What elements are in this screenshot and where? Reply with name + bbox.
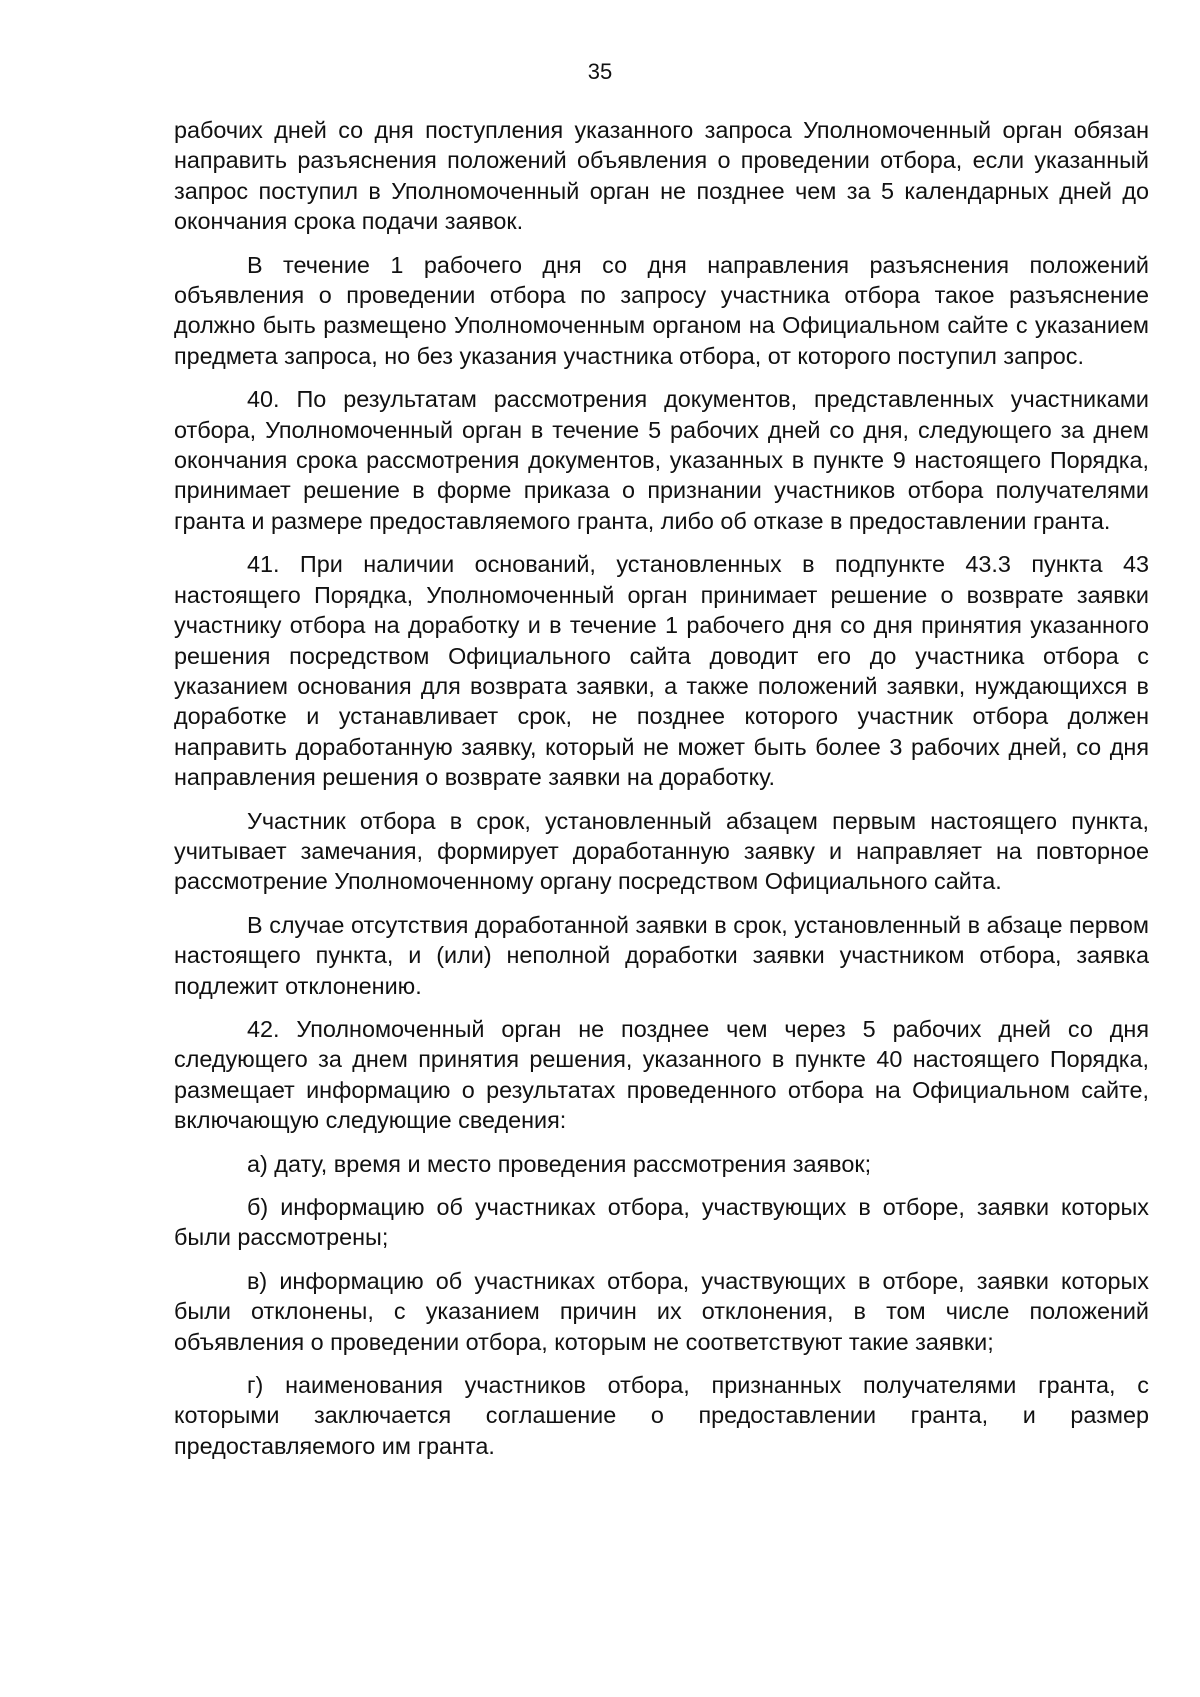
document-body — [174, 115, 1149, 1474]
paragraph-clarification-publication: В течение 1 рабочего дня со дня направления разъяснения положений объявления о проведении отбора по запросу участника отбора такое разъяснение должно быть размещено Уполномоченным органом на Официальном сайте с указанием предмета запроса, но без указания участника отбора, от которого поступил запрос. — [174, 251, 1149, 369]
paragraph-item-40: 40. По результатам рассмотрения документов, представленных участниками отбора, Уполномоченный орган в течение 5 рабочих дней со дня, следующего за днем окончания срока рассмотрения документов, указанных в пункте 9 настоящего Порядка, принимает решение в форме приказа о признании участников отбора получателями гранта и размере предоставляемого гранта, либо об отказе в предоставлении гранта. — [174, 386, 1149, 534]
list-item-b: б) информацию об участниках отбора, участвующих в отборе, заявки которых были рассмотрены; — [174, 1194, 1149, 1251]
list-item-v: в) информацию об участниках отбора, участвующих в отборе, заявки которых были отклонены, с указанием причин их отклонения, в том числе положений объявления о проведении отбора, которым не соответствуют такие заявки; — [174, 1267, 1149, 1355]
paragraph-continuation: рабочих дней со дня поступления указанного запроса Уполномоченный орган обязан направить разъяснения положений объявления о проведении отбора, если указанный запрос поступил в Уполномоченный орган не позднее чем за 5 календарных дней до окончания срока подачи заявок. — [174, 117, 1149, 235]
paragraph-item-41-resubmission: Участник отбора в срок, установленный абзацем первым настоящего пункта, учитывает замечания, формирует доработанную заявку и направляет на повторное рассмотрение Уполномоченному органу посредством Официального сайта. — [174, 807, 1149, 895]
list-item-a: а) дату, время и место проведения рассмотрения заявок; — [247, 1150, 872, 1177]
page-number: 35 — [587, 59, 613, 84]
paragraph-item-41-rejection: В случае отсутствия доработанной заявки в срок, установленный в абзаце первом настоящего пункта, и (или) неполной доработки заявки участником отбора, заявка подлежит отклонению. — [174, 911, 1149, 999]
paragraph-item-42: 42. Уполномоченный орган не позднее чем через 5 рабочих дней со дня следующего за днем принятия решения, указанного в пункте 40 настоящего Порядка, размещает информацию о результатах проведенного отбора на Официальном сайте, включающую следующие сведения: — [174, 1015, 1149, 1134]
paragraph-item-41: 41. При наличии оснований, установленных в подпункте 43.3 пункта 43 настоящего Порядка, Уполномоченный орган принимает решение о возврате заявки участнику отбора на доработку и в течение 1 рабочего дня со дня принятия указанного решения посредством Официального сайта доводит его до участника отбора с указанием основания для возврата заявки, а также положений заявки, нуждающихся в доработке и устанавливает срок, не позднее которого участник отбора должен направить доработанную заявку, который не может быть более 3 рабочих дней, со дня направления решения о возврате заявки на доработку. — [174, 551, 1149, 791]
list-item-g: г) наименования участников отбора, признанных получателями гранта, с которыми заключается соглашение о предоставлении гранта, и размер предоставляемого им гранта. — [174, 1372, 1149, 1459]
